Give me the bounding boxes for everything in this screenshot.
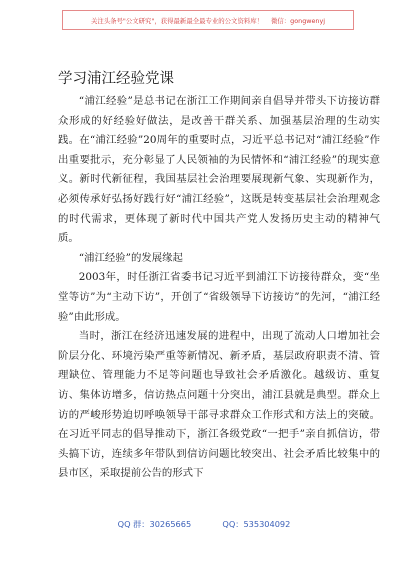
paragraph: 当时，浙江在经济迅速发展的进程中，出现了流动人口增加社会阶层分化、环境污染严重等新情况、新矛盾，基层政府职责不清、管理缺位、管理能力不足等问题也导致社会矛盾激化。越级访、重复访、集体访增多，信访热点问题十分突出，浦江县就是典型。群众上访的严峻形势迫切呼唤领导干部寻求群众工作形式和方法上的突破。在习近平同志的倡导推动下，浙江各级党政“一把手”亲自抓信访，带头搞下访，连续多年带队到信访问题比较突出、社会矛盾比较集中的县市区，采取提前公告的形式下 [58, 330, 380, 480]
header-contact: 微信：gongwenyj [271, 16, 326, 25]
footer-contact [0, 519, 408, 530]
paragraph: “浦江经验”是总书记在浙江工作期间亲自倡导并带头下访接访群众形成的好经验好做法，是改善干群关系、加强基层治理的生动实践。在“浦江经验”20周年的重要时点，习近平总书记对“浦江经验”作出重要批示，充分彰显了人民领袖的为民情怀和“浦江经验”的现实意义。新时代新征程，我国基层社会治理要展现新气象、实现新作为，必须传承好弘扬好践行好“浦江经验”，这既是转变基层社会治理观念的时代需求，更体现了新时代中国共产党人发扬历史主动的精神气质。 [58, 95, 380, 245]
footer-qq-group: QQ 群：30265665 [117, 519, 192, 529]
document-title: 学习浦江经验党课 [58, 71, 174, 87]
section-heading: “浦江经验”的发展缘起 [78, 251, 183, 264]
header-text: 关注头条号"公文研究"，获得最新最全最专业的公文资料库！ [90, 16, 264, 25]
paragraph: 2003年，时任浙江省委书记习近平到浦江下访接待群众，变“坐堂等访”为“主动下访”，开创了“省级领导下访接访”的先河，“浦江经验”由此形成。 [58, 271, 380, 323]
document-body [58, 70, 380, 484]
footer-qq: QQ：535304092 [222, 519, 291, 529]
header-banner [62, 10, 354, 30]
